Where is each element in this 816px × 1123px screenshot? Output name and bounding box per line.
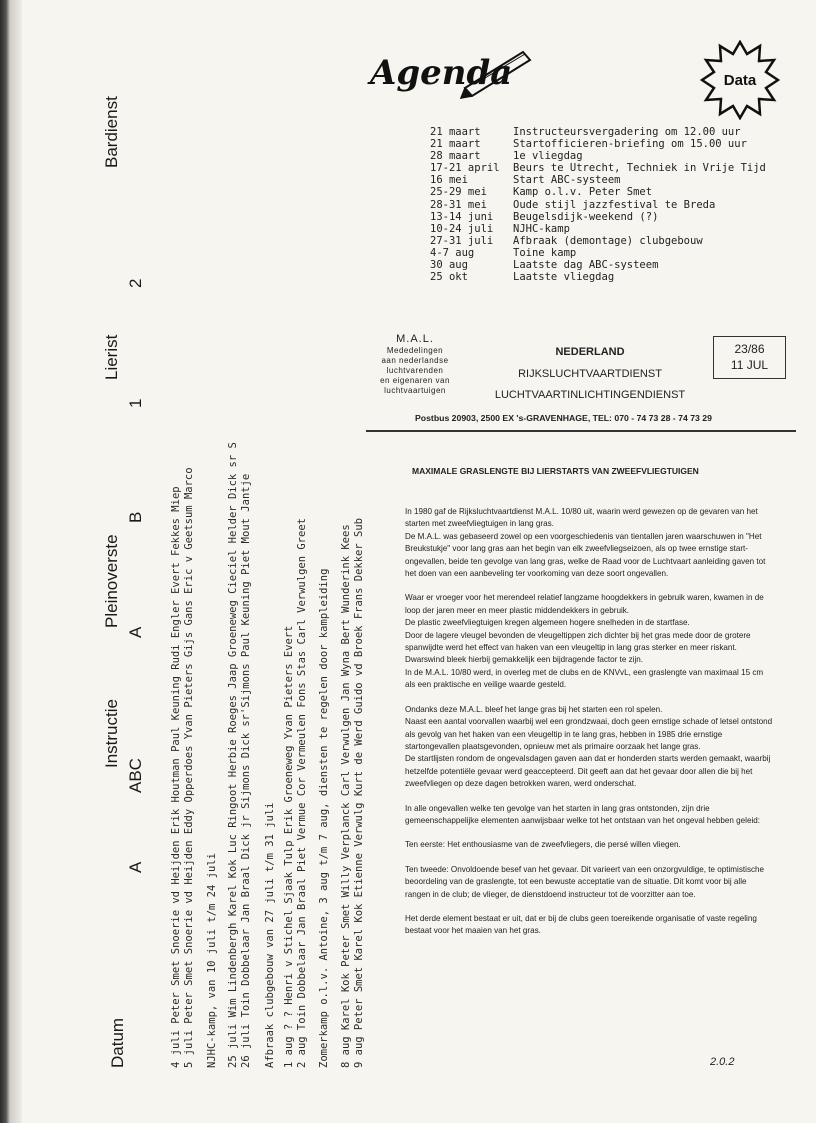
agenda-item: 4-7 aug Toine kamp [430,246,577,259]
schedule-row: 9 aug Peter Smet Karel Kok Etienne Verwulg Kurt de Werd Guido vd Broek Frans Dekker Sub [353,518,365,1068]
article-body [405,506,773,938]
schedule-row: 26 juli Toin Dobbelaar Jan Braal Dick jr Sijmons Dick sr'Sijmons Paul Keuning Piet Mout Jantje [240,473,252,1068]
paragraph: De M.A.L. was gebaseerd zowel op een voorgeschiedenis van tientallen jaren waarschuwen in "Het Breukstukje" voor lang gras aan het begin van elk zweefvliegseizoen, als op twee ernstige start-ongevallen, beide ten gevolge van lang gras, welke de Raad voor de Luchtvaart aanleiding gaven tot het doen van een aanbeveling ter voorkoming van deze soort ongevallen. [405,531,766,579]
mal-line: luchtvarenden [386,366,444,375]
paragraph: Ten eerste: Het enthousiasme van de zweefvliegers, die persé willen vliegen. [405,840,681,850]
paragraph: Waar er vroeger voor het merendeel relatief langzame hoogdekkers in gebruik waren, kwamen in de loop der jaren meer en meer plastic middendekkers in gebruik. [405,593,764,615]
mal-date: 11 JUL [730,358,769,372]
schedule-row: 2 aug Toin Dobbelaar Jan Braal Piet Vermue Cor Vermeulen Fons Stas Carl Verwulgen Greet [296,518,308,1068]
schedule-row: 4 juli Peter Smet Snoerie vd Heijden Erik Houtman Paul Keuning Rudi Engler Evert Fekkes Miep [170,486,182,1068]
header-datum: Datum [108,1017,127,1068]
agenda-item: 28 maart 1e vliegdag [430,150,583,163]
paragraph: Door de lagere vleugel bevonden de vleugeltippen zich dichter bij het gras mede door de grotere spanwijdte werd het effect van haken van een vleugeltip in lang gras sterker en meer riskant. [405,630,751,653]
header-1: 1 [126,398,145,408]
header-pleinoverste: Pleinoverste [102,534,121,628]
country-heading: NEDERLAND [555,346,625,358]
paragraph: Naast een aantal voorvallen waarbij wel een grondzwaai, doch geen ernstige schade of letsel ontstond als gevolg van het haken van een vleugeltip in te lang gras, hebben in 1985 drie ernstige startongevallen plaatsgevonden, opnieuw met als primaire oorzaak het lange gras. [405,717,773,751]
mal-line: Mededelingen [386,346,444,355]
schedule-row: 5 juli Peter Smet Snoerie vd Heijden Eddy Opperdoes Yvan Pieters Gijs Gans Eric v Geetsum Marco [183,467,195,1068]
schedule-note: Zomerkamp o.l.v. Antoine, 3 aug t/m 7 aug, diensten te regelen door kampleiding [318,568,330,1068]
schedule-row: 1 aug ? ? Henri v Stichel Sjaak Tulp Erik Groeneweg Yvan Pieters Evert [283,625,295,1068]
header-bardienst: Bardienst [102,96,121,168]
department-heading: RIJKSLUCHTVAARTDIENST [518,368,662,380]
agenda-logo [365,44,535,104]
mal-line: luchtvaartuigen [384,386,446,395]
paragraph: Het derde element bestaat er uit, dat er bij de clubs geen toereikende organisatie of vaste regeling bestaat voor het maaien van het gras. [405,913,757,936]
mal-title: M.A.L. [396,333,434,345]
schedule-row: 25 juli Wim Lindenbergh Karel Kok Luc Ringoot Herbie Roeges Jaap Groeneweg Cieciel Helder Dick sr S [227,442,239,1068]
mal-line: en eigenaren van [380,376,450,385]
agenda-item: 21 maart Instructeursvergadering om 12.00 uur [430,126,741,138]
schedule-note: NJHC-kamp, van 10 juli t/m 24 juli [206,853,218,1068]
agenda-item: 17-21 april Beurs te Utrecht, Techniek in Vrije Tijd [430,162,766,175]
duty-schedule [100,60,400,1068]
agenda-item: 27-31 juli Afbraak (demontage) clubgebouw [430,234,703,247]
agenda-item: 28-31 mei Oude stijl jazzfestival te Breda [430,198,716,211]
schedule-row: 8 aug Karel Kok Peter Smet Willy Verplanck Carl Verwulgen Jan Wyna Bert Wunderink Kees [340,524,352,1068]
data-badge-text: Data [723,72,757,89]
binding-gutter [0,0,22,1123]
agenda-item: 10-24 juli NJHC-kamp [430,222,570,235]
paragraph: In alle ongevallen welke ten gevolge van het starten in lang gras ontstonden, zijn drie gemeenschappelijke elementen aanwijsbaar welke tot het ontstaan van het ongeval hebben geleid: [405,803,761,825]
header-abc: ABC [126,758,145,793]
paragraph: Ondanks deze M.A.L. bleef het lange gras bij het starten een rol spelen. [405,704,663,714]
agenda-item: 16 mei Start ABC-systeem [430,174,621,187]
paragraph: In 1980 gaf de Rijksluchtvaartdienst M.A.L. 10/80 uit, waarin werd gewezen op de gevaren van het starten met zweefvliegtuigen in lang gras. [405,507,758,529]
paragraph: De plastic zweefvliegtuigen kregen algemeen hogere snelheden in de startfase. [405,618,690,628]
agenda-logo-text: Agenda [370,53,513,93]
paragraph: Dwarswind bleek hierbij gemakkelijk een bijdragende factor te zijn. [405,655,643,665]
header-a-instructie: A [126,861,145,873]
agenda-list [430,126,766,283]
divider [366,430,796,432]
mal-label [365,334,465,396]
agenda-item: 30 aug Laatste dag ABC-systeem [430,259,659,272]
header-lierist: Lierist [102,334,121,380]
data-star-badge [700,40,780,120]
agenda-item: 25 okt Laatste vliegdag [430,271,615,284]
paragraph: In de M.A.L. 10/80 werd, in overleg met de clubs en de KNVvL, een graslengte van maximaal 15 cm als een praktische en veilige waarde gesteld. [405,667,764,690]
header-2: 2 [126,278,145,288]
page-number: 2.0.2 [710,1056,735,1068]
header-b: B [126,511,145,523]
header-instructie: Instructie [102,699,121,768]
agenda-item: 25-29 mei Kamp o.l.v. Peter Smet [430,186,653,199]
agenda-item: 13-14 juni Beugelsdijk-weekend (?) [430,210,659,223]
postal-address: Postbus 20903, 2500 EX 's-GRAVENHAGE, TEL: 070 - 74 73 28 - 74 73 29 [415,413,712,423]
schedule-note: Afbraak clubgebouw van 27 juli t/m 31 juli [264,802,276,1068]
subdepartment-heading: LUCHTVAARTINLICHTINGENDIENST [494,389,686,401]
mal-number: 23/86 [734,342,765,356]
header-a-plein: A [126,626,145,638]
article-title: MAXIMALE GRASLENGTE BIJ LIERSTARTS VAN ZWEEFVLIEGTUIGEN [412,466,699,476]
paragraph: De startlijsten rondom de ongevalsdagen gaven aan dat er honderden starts werden gemaakt, waarbij hetzelfde potentiële gevaar werd geaccepteerd. Dit geeft aan dat het gevaar door allen die bij het zweefvliegen op deze dagen betrokken waren, werd onderschat. [405,754,771,789]
paragraph: Ten tweede: Onvoldoende besef van het gevaar. Dit varieert van een onzorgvuldige, te optimistische beoordeling van de graslengte, tot een bewuste acceptatie van de situatie. Dit komt voor bij alle rangen in de club; de vlieger, de dienstdoend instructeur tot de voorzitter aan toe. [405,864,765,899]
mal-line: aan nederlandse [381,356,449,365]
mal-number-box [713,336,786,379]
agenda-item: 21 maart Startofficieren-briefing om 15.00 uur [430,138,747,151]
